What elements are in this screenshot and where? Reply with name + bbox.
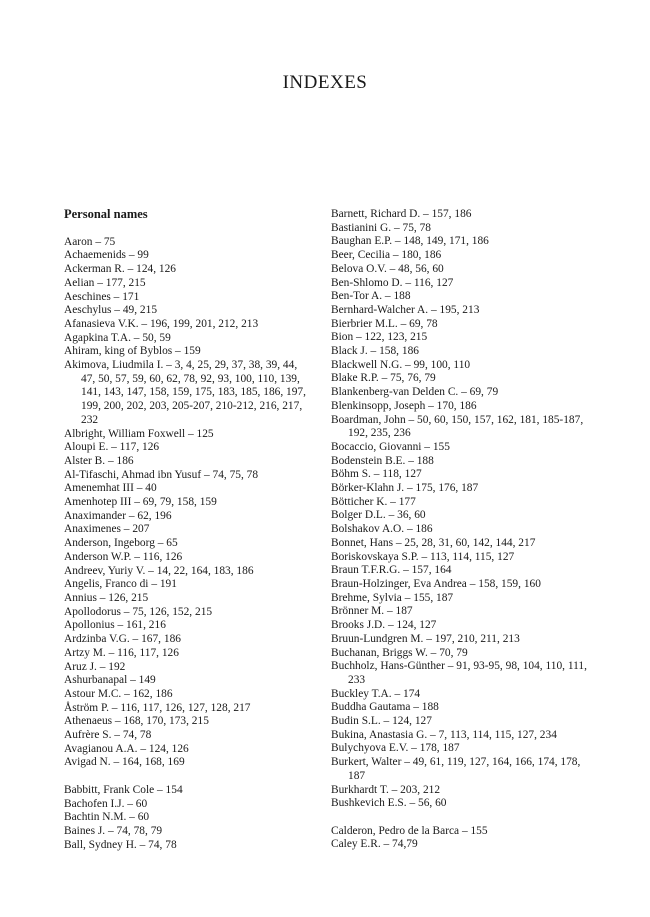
letter-group-gap [331,811,595,825]
index-entry: Bötticher K. – 177 [331,495,416,508]
index-entry: Buddha Gautama – 188 [331,701,439,714]
index-entry: Bastianini G. – 75, 78 [331,221,431,234]
index-entry: Afanasieva V.K. – 196, 199, 201, 212, 213 [64,317,259,330]
index-entry: Baughan E.P. – 148, 149, 171, 186 [331,235,489,248]
index-entry: Bulychyova E.V. – 178, 187 [331,742,460,755]
index-entry: Astour M.C. – 162, 186 [64,687,173,700]
index-entry: Bachofen I.J. – 60 [64,797,148,810]
index-entry: Buchholz, Hans-Günther – 91, 93-95, 98, 104, 110, 111, 233 [331,660,587,686]
index-entry: Aufrère S. – 74, 78 [64,729,152,742]
index-column-left [64,208,314,852]
index-entry: Ball, Sydney H. – 74, 78 [64,838,177,851]
index-entry: Aaron – 75 [64,235,116,248]
index-entry: Bachtin N.M. – 60 [64,811,150,824]
index-entry: Blankenberg-van Delden C. – 69, 79 [331,386,499,399]
index-entry: Apollodorus – 75, 126, 152, 215 [64,605,213,618]
section-heading: Personal names [64,207,148,221]
index-entry: Blackwell N.G. – 99, 100, 110 [331,358,471,371]
index-entry: Calderon, Pedro de la Barca – 155 [331,824,488,837]
index-entry: Blake R.P. – 75, 76, 79 [331,372,436,385]
index-entry: Åström P. – 116, 117, 126, 127, 128, 217 [64,701,251,714]
index-entry: Andreev, Yuriy V. – 14, 22, 164, 183, 186 [64,564,254,577]
index-entry: Avagianou A.A. – 124, 126 [64,742,189,755]
index-entry: Aeschines – 171 [64,290,140,303]
index-entry: Blenkinsopp, Joseph – 170, 186 [331,399,477,412]
index-entry: Caley E.R. – 74,79 [331,838,418,851]
index-entry: Anaximander – 62, 196 [64,509,172,522]
index-entry: Buckley T.A. – 174 [331,687,421,700]
index-entry: Ben-Shlomo D. – 116, 127 [331,276,454,289]
index-entry: Athenaeus – 168, 170, 173, 215 [64,715,209,728]
index-entry: Albright, William Foxwell – 125 [64,427,214,440]
index-entry: Budin S.L. – 124, 127 [331,715,432,728]
index-entry: Avigad N. – 164, 168, 169 [64,756,185,769]
index-entry: Amenhotep III – 69, 79, 158, 159 [64,496,217,509]
index-entry: Baines J. – 74, 78, 79 [64,824,163,837]
index-entry: Beer, Cecilia – 180, 186 [331,249,442,262]
index-entry: Annius – 126, 215 [64,591,149,604]
index-entry: Aruz J. – 192 [64,660,126,673]
index-entry: Börker-Klahn J. – 175, 176, 187 [331,482,479,495]
index-entry: Burkhardt T. – 203, 212 [331,783,441,796]
index-entry: Boardman, John – 50, 60, 150, 157, 162, 181, 185-187, 192, 235, 236 [331,413,584,440]
index-entry: Bocaccio, Giovanni – 155 [331,440,450,453]
letter-group-gap [64,770,314,784]
index-entry: Brehme, Sylvia – 155, 187 [331,591,454,604]
index-entry: Bushkevich E.S. – 56, 60 [331,797,447,810]
index-entry: Aloupi E. – 117, 126 [64,441,160,454]
index-entry: Bolger D.L. – 36, 60 [331,509,426,522]
index-entry: Alster B. – 186 [64,454,134,467]
index-entry: Braun T.F.R.G. – 157, 164 [331,564,452,577]
index-entry: Belova O.V. – 48, 56, 60 [331,262,444,275]
index-entry: Angelis, Franco di – 191 [64,578,177,591]
index-column-right [331,208,595,852]
index-entry: Brönner M. – 187 [331,605,413,618]
index-entry: Al-Tifaschi, Ahmad ibn Yusuf – 74, 75, 78 [64,468,259,481]
index-entry: Aelian – 177, 215 [64,276,146,289]
index-entry: Bruun-Lundgren M. – 197, 210, 211, 213 [331,632,520,645]
index-entry: Anaximenes – 207 [64,523,150,536]
index-entry: Ben-Tor A. – 188 [331,290,411,303]
index-entry: Bernhard-Walcher A. – 195, 213 [331,303,480,316]
index-entry: Barnett, Richard D. – 157, 186 [331,208,472,220]
index-entry: Burkert, Walter – 49, 61, 119, 127, 164, 166, 174, 178, 187 [331,756,581,782]
index-entry: Akimova, Liudmila I. – 3, 4, 25, 29, 37, 38, 39, 44, 47, 50, 57, 59, 60, 62, 78, 92, 93, 100, 110, 139, 141, 143, 147, 158, 159, 175, 183, 185, 186, 197, 199, 200, 202, 203, 205-207, 210-212, 216, 217, 232 [64,359,306,426]
index-entry: Anderson W.P. – 116, 126 [64,550,183,563]
index-list-left [64,236,314,853]
index-entry: Ahiram, king of Byblos – 159 [64,345,201,358]
index-list-right [331,208,595,852]
index-entry: Bierbrier M.L. – 69, 78 [331,317,438,330]
index-entry: Amenemhat III – 40 [64,482,157,495]
index-entry: Aeschylus – 49, 215 [64,304,158,317]
index-entry: Bonnet, Hans – 25, 28, 31, 60, 142, 144, 217 [331,536,536,549]
index-entry: Babbitt, Frank Cole – 154 [64,783,183,796]
index-entry: Bolshakov A.O. – 186 [331,523,433,536]
index-entry: Brooks J.D. – 124, 127 [331,619,437,632]
index-entry: Agapkina T.A. – 50, 59 [64,331,171,344]
index-entry: Anderson, Ingeborg – 65 [64,537,178,550]
page-title: INDEXES [282,72,368,93]
index-entry: Black J. – 158, 186 [331,345,419,358]
index-entry: Böhm S. – 118, 127 [331,468,422,481]
index-entry: Apollonius – 161, 216 [64,619,166,632]
index-entry: Achaemenids – 99 [64,249,149,262]
index-entry: Buchanan, Briggs W. – 70, 79 [331,646,468,659]
index-entry: Ackerman R. – 124, 126 [64,263,176,276]
index-entry: Braun-Holzinger, Eva Andrea – 158, 159, 160 [331,577,541,590]
index-entry: Bukina, Anastasia G. – 7, 113, 114, 115, 127, 234 [331,728,557,741]
index-entry: Ardzinba V.G. – 167, 186 [64,633,181,646]
index-entry: Boriskovskaya S.P. – 113, 114, 115, 127 [331,550,515,563]
index-entry: Bion – 122, 123, 215 [331,331,428,344]
index-entry: Bodenstein B.E. – 188 [331,454,434,467]
index-entry: Ashurbanapal – 149 [64,674,156,687]
index-entry: Artzy M. – 116, 117, 126 [64,646,179,659]
